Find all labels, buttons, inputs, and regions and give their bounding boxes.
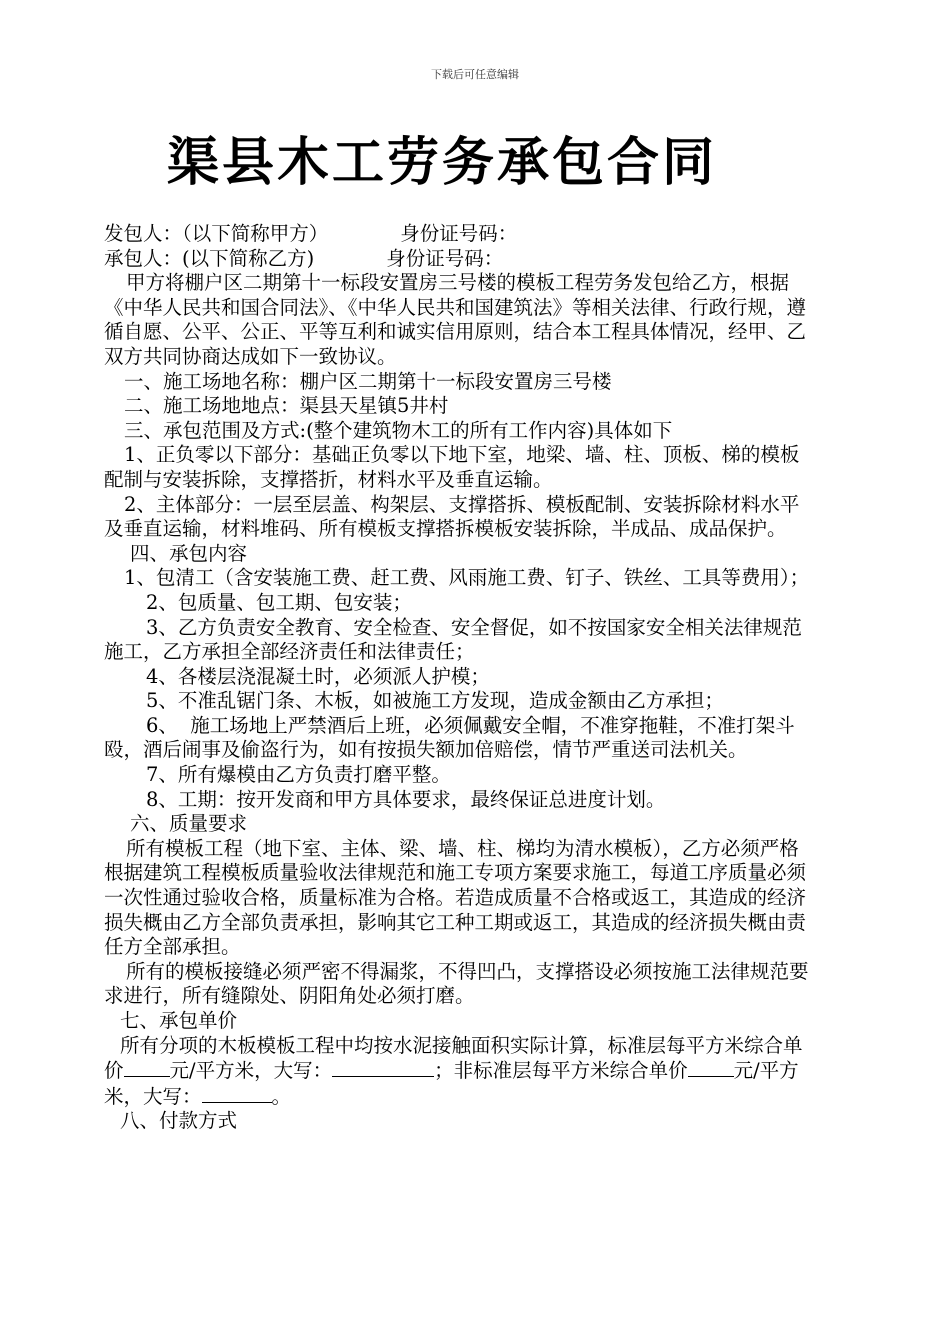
- section-7: 七、承包单价: [120, 1009, 238, 1032]
- section-4-item-6: 6、 施工场地上严禁酒后上班，必须佩戴安全帽，不准穿拖鞋，不准打架斗殴，酒后闹事及偷盗行为，如有按损失额加倍赔偿，情节严重送司法机关。: [104, 713, 795, 762]
- page-header-note: 下载后可任意编辑: [431, 68, 519, 81]
- party-b-id-label: 身份证号码：: [386, 246, 504, 270]
- nonstandard-price-words-blank[interactable]: [202, 1084, 272, 1103]
- intro-paragraph: 甲方将棚户区二期第十一标段安置房三号楼的模板工程劳务发包给乙方，根据《中华人民共和国合同法》、《中华人民共和国建筑法》等相关法律、行政行规，遵循自愿、公平、公正、平等互利和诚实信用原则，结合本工程具体情况，经甲、乙双方共同协商达成如下一致协议。: [104, 271, 807, 368]
- nonstandard-price-blank[interactable]: [688, 1058, 734, 1077]
- party-b-label: 承包人：(以下简称乙方): [104, 246, 315, 270]
- section-7-paragraph: [104, 1034, 810, 1110]
- section-6: 六、质量要求: [130, 812, 248, 836]
- section-4-item-7: 7、所有爆模由乙方负责打磨平整。: [146, 763, 451, 787]
- section-6-paragraph-1: 所有模板工程（地下室、主体、梁、墙、柱、梯均为清水模板），乙方必须严格根据建筑工程模板质量验收法律规范和施工专项方案要求施工，每道工序质量必须一次性通过验收合格，质量标准为合格。若造成质量不合格或返工，其造成的经济损失概由乙方全部负责承担，影响其它工种工期或返工，其造成的经济损失概由责任方全部承担。: [104, 836, 807, 959]
- section-8: 八、付款方式: [120, 1109, 238, 1133]
- section-4-item-1: 1、包清工（含安装施工费、赶工费、风雨施工费、钉子、铁丝、工具等费用）；: [124, 566, 810, 590]
- party-a-line: [104, 222, 810, 247]
- standard-price-blank[interactable]: [124, 1058, 170, 1077]
- s7-text-e: 。: [271, 1084, 292, 1108]
- section-2: 二、施工场地地点：渠县天星镇5井村: [124, 394, 449, 418]
- section-4-item-4: 4、各楼层浇混凝土时，必须派人护模；: [146, 664, 490, 688]
- s7-text-b: 元/平方米，大写：: [169, 1059, 333, 1083]
- contract-body: [104, 222, 810, 1134]
- document-title: 渠县木工劳务承包合同: [166, 132, 717, 193]
- section-4-item-3: 3、乙方负责安全教育、安全检查、安全督促，如不按国家安全相关法律规范施工，乙方承担全部经济责任和法律责任；: [104, 615, 802, 664]
- section-6-paragraph-2: 所有的模板接缝必须严密不得漏浆，不得凹凸，支撑搭设必须按施工法律规范要求进行，所有缝隙处、阴阳角处必须打磨。: [104, 959, 809, 1008]
- standard-price-words-blank[interactable]: [332, 1058, 434, 1077]
- section-3-item-1: 1、正负零以下部分：基础正负零以下地下室，地梁、墙、柱、顶板、梯的模板配制与安装拆除，支撑搭折，材料水平及垂直运输。: [104, 443, 800, 491]
- section-4: 四、承包内容: [130, 541, 248, 565]
- section-4-item-8: 8、工期：按开发商和甲方具体要求，最终保证总进度计划。: [146, 787, 666, 811]
- section-3: 三、承包范围及方式:(整个建筑物木工的所有工作内容)具体如下: [124, 418, 673, 442]
- s7-text-c: ；非标准层每平方米综合单价: [434, 1059, 688, 1083]
- s7-text-d: 元/平方米，大写：: [104, 1059, 799, 1108]
- section-3-item-2: 2、主体部分：一层至层盖、构架层、支撑搭拆、模板配制、安装拆除材料水平及垂直运输，材料堆码、所有模板支撑搭拆模板安装拆除，半成品、成品保护。: [104, 492, 800, 541]
- section-1: 一、施工场地名称：棚户区二期第十一标段安置房三号楼: [124, 369, 612, 393]
- section-4-item-2: 2、包质量、包工期、包安装；: [146, 590, 412, 614]
- party-b-line: [104, 247, 810, 272]
- party-a-id-label: 身份证号码：: [400, 222, 518, 245]
- section-4-item-5: 5、不准乱锯门条、木板，如被施工方发现，造成金额由乙方承担；: [146, 689, 724, 713]
- s7-text-a: 所有分项的木板模板工程中均按水泥接触面积实际计算，标准层每平方米综合单价: [104, 1033, 803, 1083]
- party-a-label: 发包人：（以下简称甲方）: [104, 222, 329, 245]
